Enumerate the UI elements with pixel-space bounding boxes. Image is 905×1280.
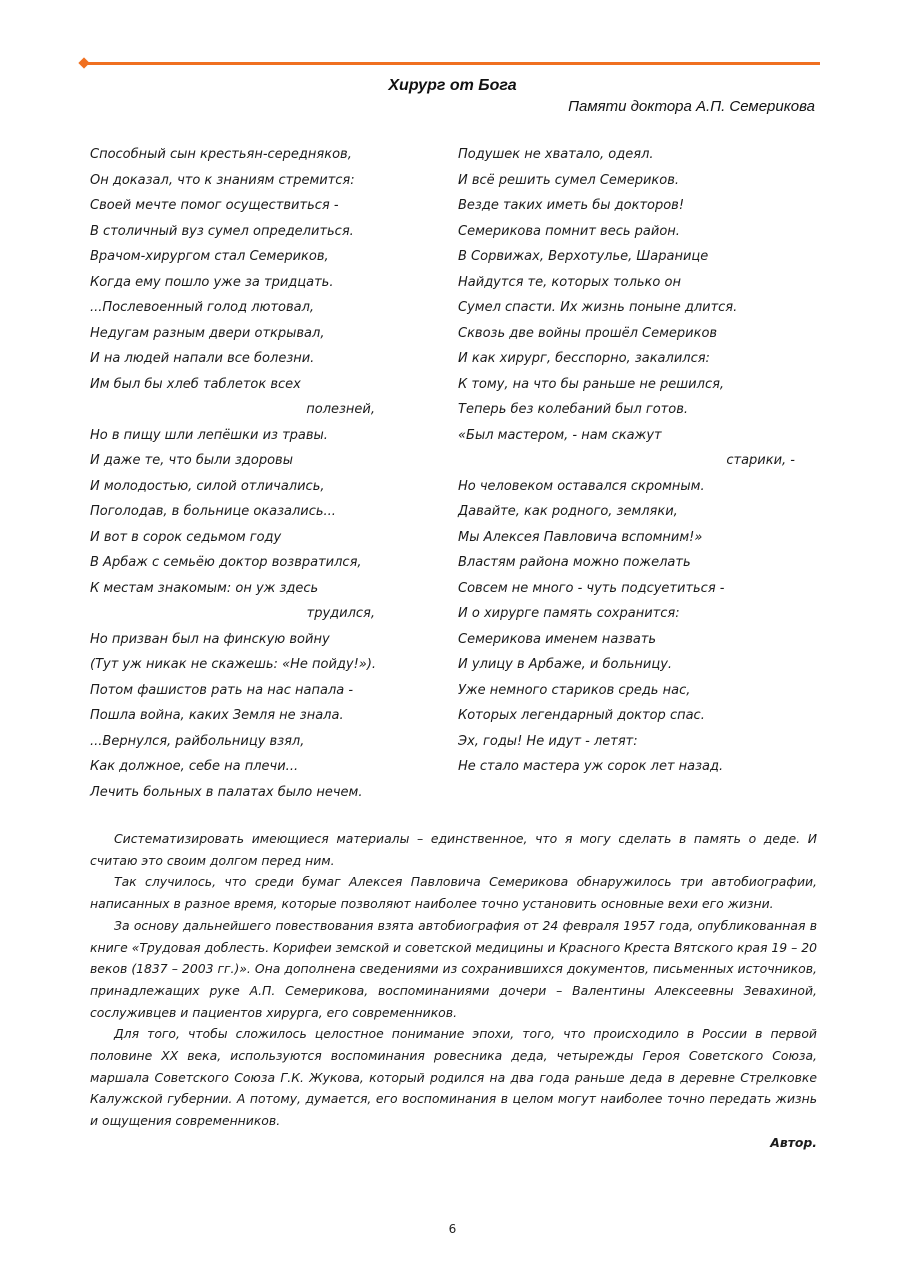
poem-line: К местам знакомым: он уж здесь xyxy=(90,580,319,596)
poem-line: Подушек не хватало, одеял. xyxy=(458,147,654,162)
poem-line: Лечить больных в палатах было нечем. xyxy=(90,784,363,800)
prose-paragraph: Так случилось, что среди бумаг Алексея Павловича Семерикова обнаружилось три автобиографии, написанных в разное время, которые позволяют наиболее точно установить основные вехи его жизни. xyxy=(90,874,817,912)
poem-line: старики, - xyxy=(726,453,795,468)
poem-line: Которых легендарный доктор спас. xyxy=(458,708,705,723)
poem-line: Властям района можно пожелать xyxy=(458,555,691,570)
poem-line: Но в пищу шли лепёшки из травы. xyxy=(90,427,328,443)
poem-line: И вот в сорок седьмом году xyxy=(90,529,282,545)
poem-line: Врачом-хирургом стал Семериков, xyxy=(90,249,329,264)
poem-line: Сумел спасти. Их жизнь поныне длится. xyxy=(458,300,738,315)
poem-line: Способный сын крестьян-середняков, xyxy=(90,147,352,162)
poem-line: И даже те, что были здоровы xyxy=(90,453,293,468)
poem-right-column xyxy=(458,142,803,780)
poem-line: И улицу в Арбаже, и больницу. xyxy=(458,657,673,672)
poem-line: И всё решить сумел Семериков. xyxy=(458,172,680,188)
poem-line: Теперь без колебаний был готов. xyxy=(458,402,688,417)
poem-line: «Был мастером, - нам скажут xyxy=(458,427,662,443)
header-rule-diamond-icon xyxy=(78,57,89,68)
title-text: Хирург от Бога xyxy=(388,77,517,94)
header-accent-rule xyxy=(84,62,820,65)
page-title xyxy=(0,77,905,95)
poem-line: Пошла война, каких Земля не знала. xyxy=(90,708,344,723)
page-number: 6 xyxy=(448,1222,457,1236)
poem-line: Когда ему пошло уже за тридцать. xyxy=(90,274,334,290)
dedication: Памяти доктора А.П. Семерикова xyxy=(568,98,815,115)
poem-line: Своей мечте помог осуществиться - xyxy=(90,198,339,213)
author-signature: Автор. xyxy=(770,1134,817,1150)
poem-line: Найдутся те, которых только он xyxy=(458,274,681,290)
poem-line: Он доказал, что к знаниям стремится: xyxy=(90,172,355,188)
poem-line: трудился, xyxy=(306,606,375,621)
poem-line: Уже немного стариков средь нас, xyxy=(458,682,691,698)
poem-line: ...Послевоенный голод лютовал, xyxy=(90,300,315,315)
prose-paragraph: Систематизировать имеющиеся материалы – единственное, что я могу сделать в память о деде. И считаю это своим долгом перед ним. xyxy=(90,831,817,868)
poem-line: Мы Алексея Павловича вспомним!» xyxy=(458,529,703,545)
poem-line: Давайте, как родного, земляки, xyxy=(458,504,678,519)
poem-line: И как хирург, бесспорно, закалился: xyxy=(458,351,710,366)
poem-line: ...Вернулся, райбольницу взял, xyxy=(90,733,305,749)
poem-line: Поголодав, в больнице оказались... xyxy=(90,504,336,519)
poem-line: Недугам разным двери открывал, xyxy=(90,325,325,341)
prose-section xyxy=(90,828,817,1154)
poem-line: Семерикова именем назвать xyxy=(458,631,657,647)
poem-line: Но человеком оставался скромным. xyxy=(458,478,705,494)
poem-line: Совсем не много - чуть подсуетиться - xyxy=(458,580,725,596)
poem-line: Семерикова помнит весь район. xyxy=(458,223,680,239)
poem-line: Не стало мастера уж сорок лет назад. xyxy=(458,759,724,774)
poem-line: Им был бы хлеб таблеток всех xyxy=(90,376,301,392)
poem-line: Везде таких иметь бы докторов! xyxy=(458,198,685,213)
poem-line: (Тут уж никак не скажешь: «Не пойду!»). xyxy=(90,657,377,672)
poem-line: В Сорвижах, Верхотулье, Шаранице xyxy=(458,249,709,264)
poem-line: И о хирурге память сохранится: xyxy=(458,606,680,621)
prose-paragraph: За основу дальнейшего повествования взята автобиография от 24 февраля 1957 года, опубликованная в книге «Трудовая доблесть. Корифеи земской и советской медицины и Красного Креста Вятского края 19 – 20 веков (1837 – 2003 гг.)». Она дополнена сведениями из сохранившихся документов, письменных источников, принадлежащих руке А.П. Семерикова, воспоминаниями дочери – Валентины Алексеевны Зевахиной, сослуживцев и пациентов хирурга, его современников. xyxy=(90,917,817,1020)
poem-line: В Арбаж с семьёю доктор возвратился, xyxy=(90,555,362,570)
prose-paragraph: Для того, чтобы сложилось целостное понимание эпохи, того, что происходило в России в первой половине XX века, используются воспоминания ровесника деда, четырежды Героя Советского Союза, маршала Советского Союза Г.К. Жукова, который родился на два года раньше деда в деревне Стрелковке Калужской губернии. А потому, думается, его воспоминания в целом могут наиболее точно передать жизнь и ощущения современников. xyxy=(90,1026,817,1129)
poem-line: Но призван был на финскую войну xyxy=(90,631,330,647)
poem-left-column xyxy=(90,142,435,805)
poem-line: К тому, на что бы раньше не решился, xyxy=(458,376,725,392)
poem-line: И молодостью, силой отличались, xyxy=(90,478,325,494)
poem-line: И на людей напали все болезни. xyxy=(90,351,315,366)
poem-line: Эх, годы! Не идут - летят: xyxy=(458,733,638,749)
poem-line: Как должное, себе на плечи... xyxy=(90,759,299,774)
poem-line: полезней, xyxy=(306,402,375,417)
poem-line: Потом фашистов рать на нас напала - xyxy=(90,682,354,698)
poem-line: Сквозь две войны прошёл Семериков xyxy=(458,325,718,341)
poem-line: В столичный вуз сумел определиться. xyxy=(90,223,354,239)
